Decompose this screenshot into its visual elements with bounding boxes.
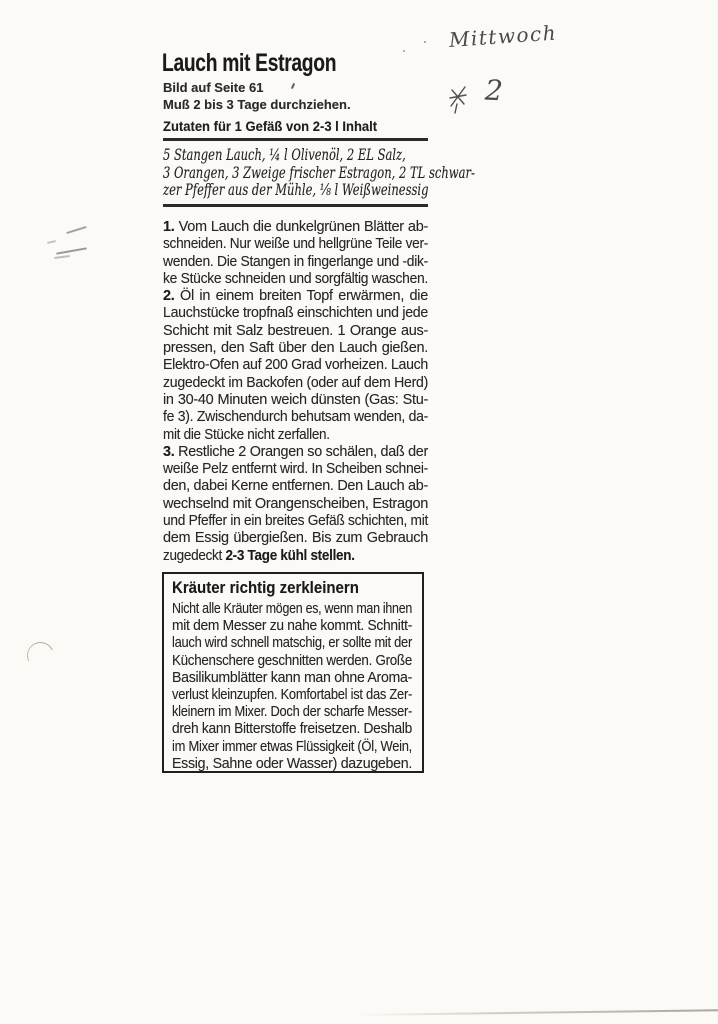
text-line: Essig, Sahne oder Wasser) dazugeben. [172, 755, 413, 772]
text-line: mit die Stücke nicht zerfallen. [163, 426, 330, 443]
text-line: 1. Vom Lauch die dunkelgrünen Blätter ab- [163, 219, 428, 235]
text-line: dem Essig übergießen. Bis zum Gebrauch [163, 530, 429, 547]
text-line: kleinern im Mixer. Doch der scharfe Messer- [172, 704, 412, 721]
tip-box-title: Kräuter richtig zerkleinern [172, 579, 359, 597]
ingredients-list [163, 146, 596, 199]
text-line: wechselnd mit Orangenscheiben, Estragon [163, 495, 429, 512]
text-line: dreh kann Bitterstoffe freisetzen. Deshalb [172, 721, 412, 738]
text-line: Elektro-Ofen auf 200 Grad vorheizen. Lauch [163, 357, 429, 374]
tip-box-body [172, 601, 414, 773]
text-line: schneiden. Nur weiße und hellgrüne Teile ver- [163, 236, 429, 253]
text-line: zugedeckt im Backofen (oder auf dem Herd) [163, 374, 428, 391]
photo-reference-line: Bild auf Seite 61 [163, 80, 264, 95]
tip-box [162, 572, 424, 773]
text-line: verlust kleinzupfen. Komfortabel ist das Zer- [172, 687, 413, 704]
resting-time-note: Muß 2 bis 3 Tage durchziehen. [163, 97, 351, 112]
text-line: im Mixer immer etwas Flüssigkeit (Öl, Wein, [172, 738, 413, 755]
preparation-steps [163, 219, 444, 565]
ingredients-header: Zutaten für 1 Gefäß von 2-3 l Inhalt [163, 118, 378, 134]
text-line: 5 Stangen Lauch, ¼ l Olivenöl, 2 EL Salz, [163, 145, 406, 164]
text-line: lauch wird schnell matschig, er sollte mit der [172, 635, 412, 652]
text-line: und Pfeffer in ein breites Gefäß schichten, mit [163, 513, 429, 530]
scan-speck [403, 50, 405, 52]
text-line: 3. Restliche 2 Orangen so schälen, daß der [163, 443, 429, 460]
step-1-paragraph [163, 219, 444, 288]
step-2-paragraph [163, 288, 444, 444]
text-line: weiße Pelz entfernt wird. In Scheiben schnei- [163, 461, 429, 478]
text-line: Lauchstücke tropfnaß einschichten und jede [163, 305, 429, 322]
text-line: 3 Orangen, 3 Zweige frischer Estragon, 2 TL schwar- [163, 162, 475, 182]
text-line: Nicht alle Kräuter mögen es, wenn man ihnen [172, 601, 412, 617]
scan-speck [424, 41, 426, 43]
text-line: Basilikumblätter kann man ohne Aroma- [172, 669, 412, 686]
text-line: fe 3). Zwischendurch behutsam wenden, da- [163, 409, 429, 426]
step-3-paragraph [163, 444, 444, 565]
handwritten-count: 2 [484, 73, 504, 108]
handwritten-asterisk-mark [449, 82, 467, 114]
text-line: pressen, den Saft über den Lauch gießen. [163, 340, 428, 357]
text-line: Schicht mit Salz bestreuen. 1 Orange aus- [163, 322, 428, 339]
recipe-title: Lauch mit Estragon [162, 49, 337, 77]
divider-rule-bottom [163, 204, 428, 207]
text-line: 2. Öl in einem breiten Topf erwärmen, die [163, 288, 428, 305]
text-line: mit dem Messer zu nahe kommt. Schnitt- [172, 618, 413, 635]
text-line: Küchenschere geschnitten werden. Große [172, 652, 412, 669]
text-line: wenden. Die Stangen in fingerlange und -dik- [163, 253, 429, 270]
text-line: zugedeckt 2-3 Tage kühl stellen. [163, 547, 355, 564]
divider-rule-top [163, 138, 428, 141]
text-line: zer Pfeffer aus der Mühle, ⅛ l Weißweinessig [163, 180, 429, 200]
text-line: den, dabei Kerne entfernen. Den Lauch ab- [163, 478, 428, 495]
text-line: in 30-40 Minuten weich dünsten (Gas: Stu- [163, 391, 429, 408]
text-line: ke Stücke schneiden und sorgfältig waschen. [163, 270, 428, 287]
handwritten-day-note: Mittwoch [448, 20, 558, 52]
